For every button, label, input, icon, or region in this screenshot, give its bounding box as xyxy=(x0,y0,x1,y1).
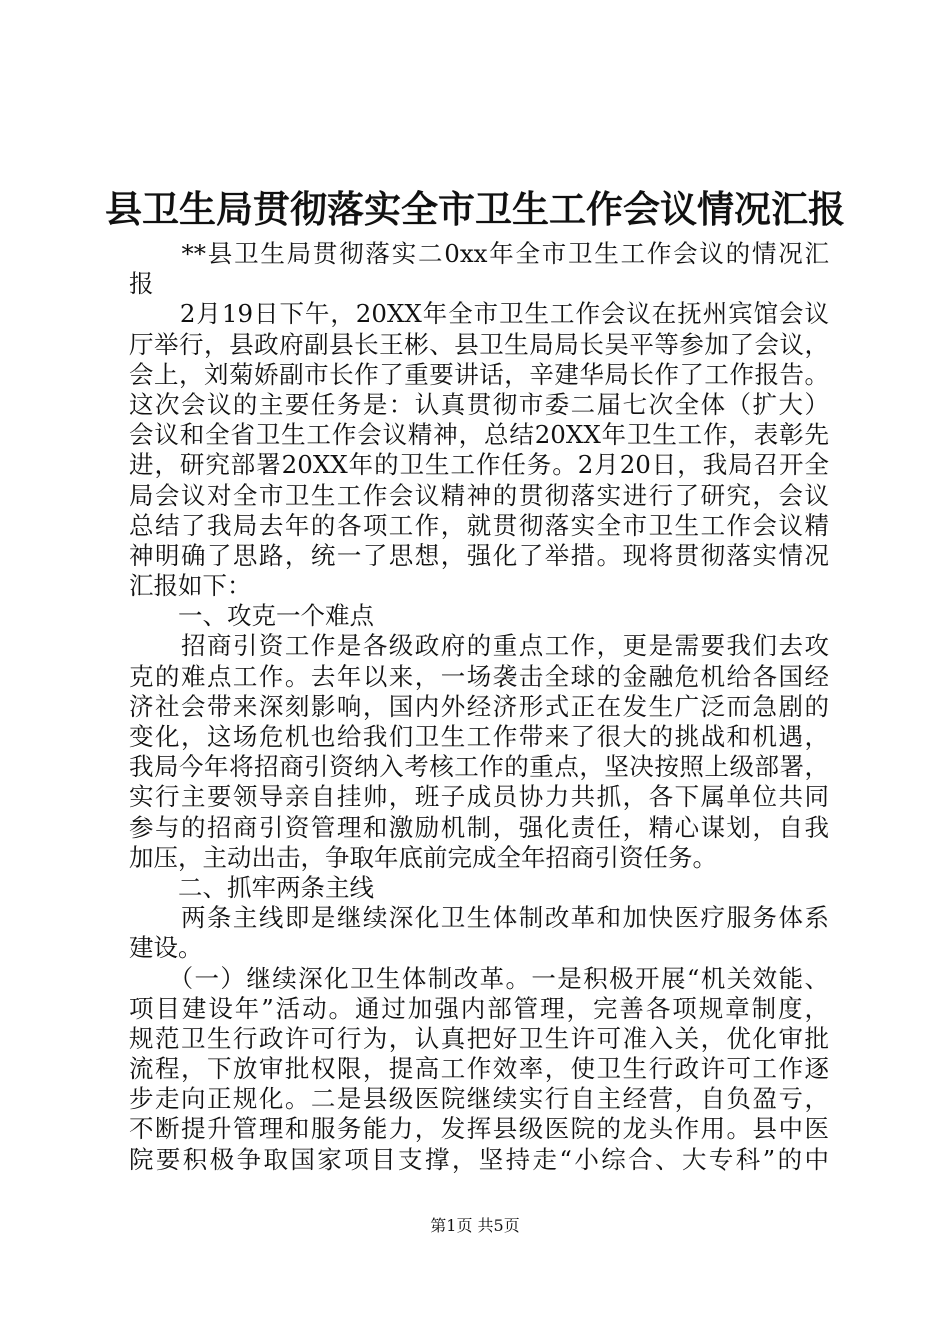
body-line: 二、抓牢两条主线 xyxy=(129,872,374,902)
body-line: 会议和全省卫生工作会议精神，总结20XX年卫生工作，表彰先 xyxy=(129,420,829,450)
body-line: 规范卫生行政许可行为，认真把好卫生许可准入关，优化审批 xyxy=(129,1023,829,1053)
body-line: 克的难点工作。去年以来，一场袭击全球的金融危机给各国经 xyxy=(129,661,829,691)
page-footer: 第1页 共5页 xyxy=(430,1216,520,1235)
body-line: 一、攻克一个难点 xyxy=(129,601,374,631)
body-line: 项目建设年”活动。通过加强内部管理，完善各项规章制度， xyxy=(129,993,829,1023)
body-line: 这次会议的主要任务是：认真贯彻市委二届七次全体（扩大） xyxy=(129,389,829,419)
body-line: 神明确了思路，统一了思想，强化了举措。现将贯彻落实情况 xyxy=(129,540,829,570)
body-line: 步走向正规化。二是县级医院继续实行自主经营，自负盈亏， xyxy=(129,1084,829,1114)
body-line: 厅举行，县政府副县长王彬、县卫生局局长吴平等参加了会议， xyxy=(129,329,829,359)
body-line: 流程，下放审批权限，提高工作效率，使卫生行政许可工作逐 xyxy=(129,1054,829,1084)
body-line: 我局今年将招商引资纳入考核工作的重点，坚决按照上级部署， xyxy=(129,752,829,782)
body-line: 局会议对全市卫生工作会议精神的贯彻落实进行了研究，会议 xyxy=(129,480,829,510)
body-line: 不断提升管理和服务能力，发挥县级医院的龙头作用。县中医 xyxy=(129,1114,829,1144)
body-line: （一）继续深化卫生体制改革。一是积极开展“机关效能、 xyxy=(129,963,829,993)
body-line: 2月19日下午，20XX年全市卫生工作会议在抚州宾馆会议 xyxy=(129,299,829,329)
body-line: 建设。 xyxy=(129,933,203,963)
body-line: 济社会带来深刻影响，国内外经济形式正在发生广泛而急剧的 xyxy=(129,691,829,721)
body-line: 汇报如下： xyxy=(129,571,252,601)
body-line: 报 xyxy=(129,269,154,299)
body-line: 变化，这场危机也给我们卫生工作带来了很大的挑战和机遇， xyxy=(129,722,829,751)
body-line: 招商引资工作是各级政府的重点工作，更是需要我们去攻 xyxy=(129,631,829,661)
body-line: 院要积极争取国家项目支撑，坚持走“小综合、大专科”的中 xyxy=(129,1144,829,1174)
body-line: 进，研究部署20XX年的卫生工作任务。2月20日，我局召开全 xyxy=(129,450,829,480)
body-line: 实行主要领导亲自挂帅，班子成员协力共抓，各下属单位共同 xyxy=(129,782,829,812)
body-line: 两条主线即是继续深化卫生体制改革和加快医疗服务体系 xyxy=(129,903,829,933)
body-line: 会上，刘菊娇副市长作了重要讲话，辛建华局长作了工作报告。 xyxy=(129,359,829,389)
body-line: **县卫生局贯彻落实二0xx年全市卫生工作会议的情况汇 xyxy=(129,239,829,268)
document-title: 县卫生局贯彻落实全市卫生工作会议情况汇报 xyxy=(105,187,845,231)
body-line: 加压，主动出击，争取年底前完成全年招商引资任务。 xyxy=(129,842,717,872)
body-line: 参与的招商引资管理和激励机制，强化责任，精心谋划，自我 xyxy=(129,812,829,842)
document-body xyxy=(129,239,829,1175)
body-line: 总结了我局去年的各项工作，就贯彻落实全市卫生工作会议精 xyxy=(129,510,829,540)
